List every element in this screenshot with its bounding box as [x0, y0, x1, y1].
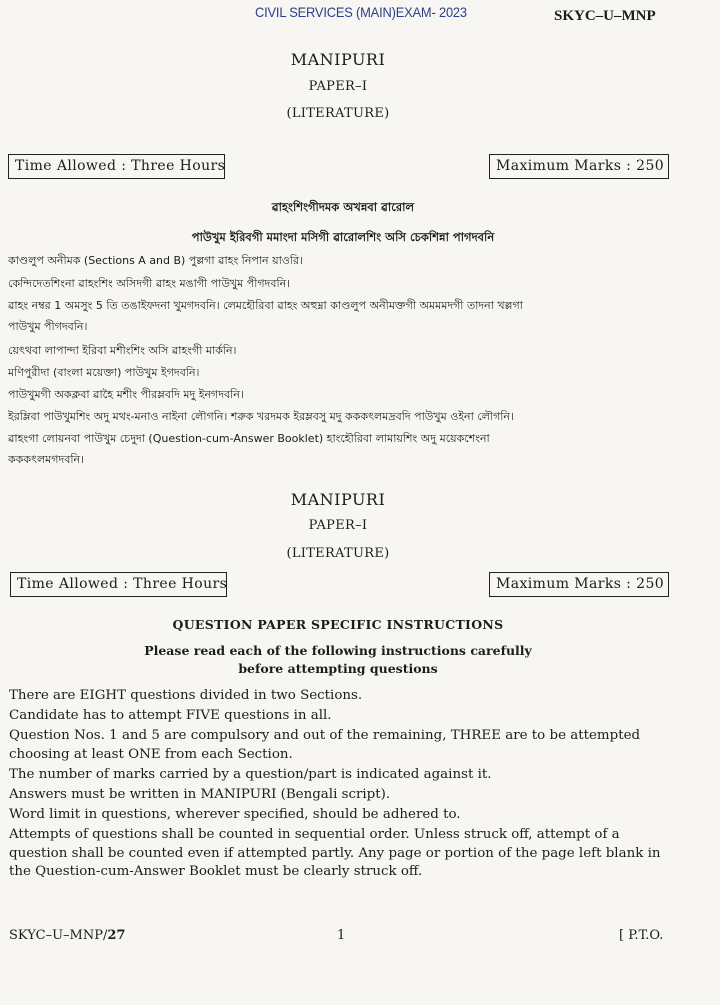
subject-title: MANIPURI — [290, 50, 386, 69]
maximum-marks-box-english: Maximum Marks : 250 — [489, 572, 669, 597]
paper-subtitle-english: (LITERATURE) — [286, 546, 390, 561]
manipuri-instruction-line: কেন্দিদেতশিংনা ৱাহংশিং অসিদগী ৱাহং মঙাগী পাউখুম পীগদবনি। — [8, 277, 291, 290]
paper-number-english: PAPER–I — [308, 518, 368, 533]
paper-code: SKYC–U–MNP — [554, 8, 656, 24]
footer-code-prefix: SKYC–U–MNP/ — [9, 928, 108, 943]
paper-number: PAPER–I — [308, 79, 368, 94]
manipuri-instruction-line: কাণ্ডলুপ অনীমক (Sections A and B) পুল্লগা ৱাহং নিপান য়াওরি। — [8, 254, 304, 267]
instruction-item: Candidate has to attempt FIVE questions in all. — [9, 708, 332, 723]
time-allowed-box-english: Time Allowed : Three Hours — [10, 572, 227, 597]
manipuri-instruction-line: মণিপুরীদা (বাংলা ময়েক্তা) পাউখুম ইগদবনি। — [8, 366, 200, 379]
instruction-item: Question Nos. 1 and 5 are compulsory and out of the remaining, THREE are to be attempted choosing at least ONE from each Section. — [9, 728, 641, 762]
manipuri-instruction-line: পাউখুমগী অকক্লবা ৱাহৈ মশীং পীরম্লবদি মদু ইনগদবনি। — [8, 388, 244, 401]
pto-marker: [ P.T.O. — [619, 928, 664, 943]
instructions-heading: QUESTION PAPER SPECIFIC INSTRUCTIONS — [172, 617, 504, 632]
paper-subtitle: (LITERATURE) — [286, 106, 390, 121]
manipuri-instructions-subheading: পাউখুম ইরিবগী মমাংদা মসিগী ৱারোলশিং অসি চেকশিন্না পাগদবনি — [191, 230, 495, 244]
subject-title-english: MANIPURI — [290, 490, 386, 509]
footer-paper-code — [9, 928, 125, 943]
manipuri-instruction-line: য়েৎথবা লাপান্দা ইরিবা মশীংশিং অসি ৱাহংগী মার্কনি। — [8, 344, 237, 357]
time-allowed-box: Time Allowed : Three Hours — [8, 154, 225, 179]
manipuri-instruction-line: ইরম্লিবা পাউখুমশিং অদু মথং-মনাও নাইনা লৌগনি। শরুক খরদমক ইরম্লবসু মদু কককৎলমদ্রবদি পাউখুম ওইনা লৌগনি। — [8, 410, 514, 423]
footer-code-number: 27 — [107, 928, 126, 943]
instruction-item: Word limit in questions, wherever specified, should be adhered to. — [9, 807, 461, 822]
manipuri-instruction-line: পাউখুম পীগদবনি। — [8, 320, 88, 333]
instruction-item: The number of marks carried by a question/part is indicated against it. — [9, 767, 492, 782]
exam-title-stamp: CIVIL SERVICES (MAIN)EXAM- 2023 — [255, 4, 467, 20]
manipuri-instruction-line: ৱাহং নম্বর 1 অমসুং 5 তি তঙাইফদনা খুমগদবনি। লেমহৌরিবা ৱাহং অহুম্না কাণ্ডলুপ অনীমক্তগী অমমমদগী তাদনা খল্লগা — [8, 299, 523, 312]
instruction-item: Answers must be written in MANIPURI (Bengali script). — [9, 787, 391, 802]
instruction-item: Attempts of questions shall be counted in sequential order. Unless struck off, attempt of a question shall be counted even if attempted partly. Any page or portion of the page left blank in the Question-cum-Answer Booklet must be clearly struck off. — [9, 827, 661, 879]
instruction-item: There are EIGHT questions divided in two Sections. — [9, 688, 363, 703]
maximum-marks-box: Maximum Marks : 250 — [489, 154, 669, 179]
instructions-subheading-1: Please read each of the following instructions carefully — [144, 643, 532, 658]
page-number: 1 — [337, 928, 346, 943]
instructions-subheading-2: before attempting questions — [238, 661, 438, 676]
manipuri-instruction-line: ৱাহংগা লোয়নবা পাউখুম চেদুদা (Question-cum-Answer Booklet) হাংহৌরিবা লামায়শিং অদু ময়েকশেংনা — [8, 432, 490, 445]
manipuri-instruction-line: কককৎলমগদবনি। — [8, 453, 85, 466]
manipuri-instructions-heading: ৱাহংশিংগীদমক অখন্নবা ৱারোল — [271, 200, 415, 214]
